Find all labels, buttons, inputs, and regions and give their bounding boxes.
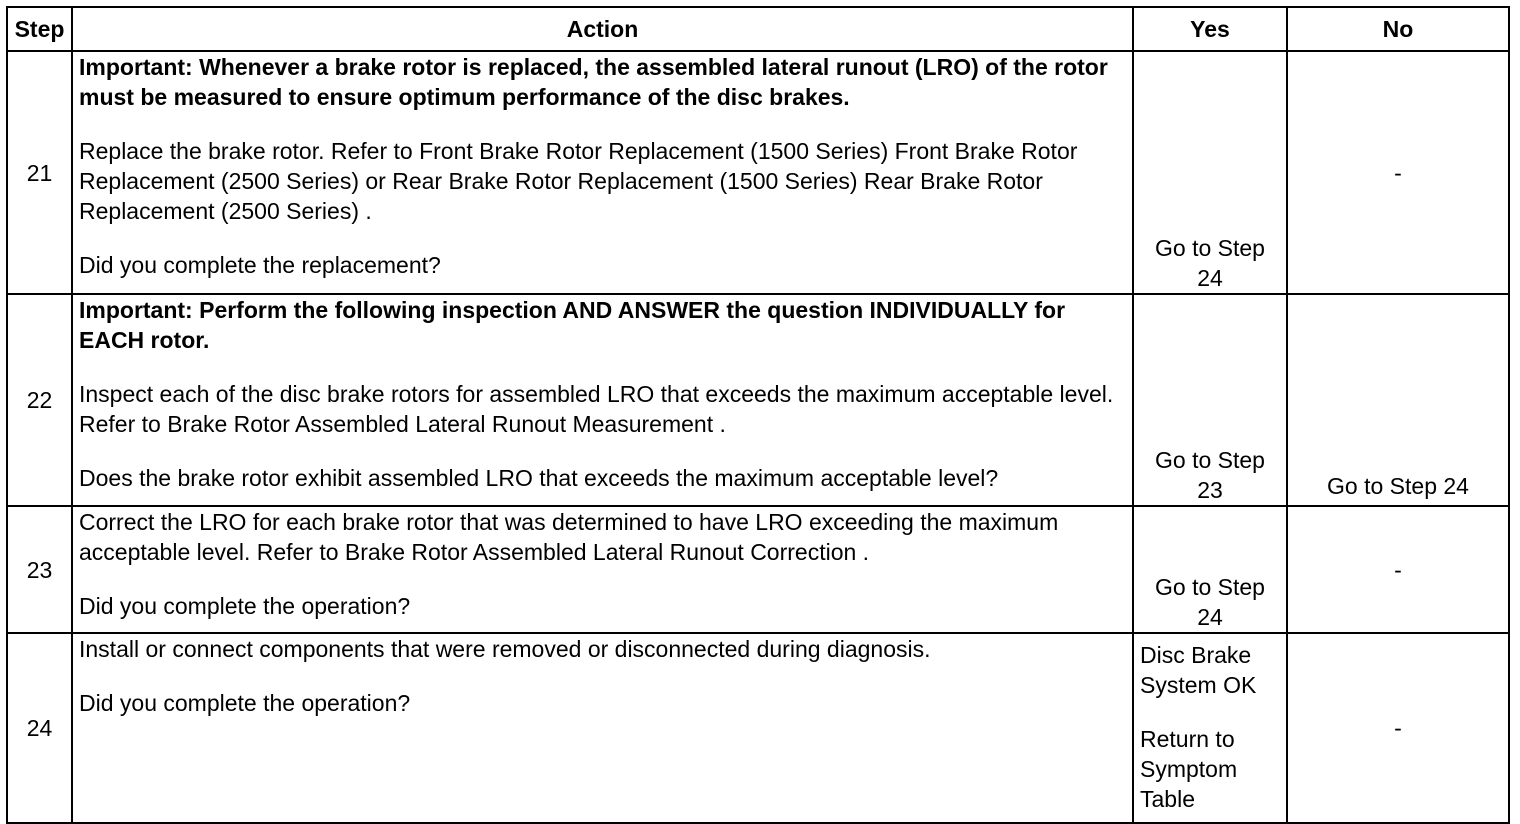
step-number: 23 [7,506,72,633]
important-note: Important: Perform the following inspection AND ANSWER the question INDIVIDUALLY for EACH rotor. [79,297,1066,353]
diagnostic-table [6,6,1510,824]
no-result: Go to Step 24 [1287,294,1509,506]
question-text: Did you complete the operation? [79,593,411,619]
table-row-step-21 [7,51,1509,294]
instruction-text: Correct the LRO for each brake rotor that was determined to have LRO exceeding the maximum acceptable level. Refer to Brake Rotor Assembled Lateral Runout Correction . [79,509,1059,565]
question-text: Did you complete the operation? [79,690,411,716]
action-cell [72,294,1133,506]
instruction-text: Inspect each of the disc brake rotors for assembled LRO that exceeds the maximum acceptable level. Refer to Brake Rotor Assembled Lateral Runout Measurement . [79,381,1114,437]
header-no: No [1287,7,1509,51]
yes-result-line: Disc Brake System OK [1140,642,1257,698]
step-number: 21 [7,51,72,294]
action-cell [72,51,1133,294]
instruction-text: Replace the brake rotor. Refer to Front Brake Rotor Replacement (1500 Series) Front Brake Rotor Replacement (2500 Series) or Rear Brake Rotor Replacement (1500 Series) Rear Brake Rotor Replacement (2500 Series) . [79,138,1078,224]
header-action: Action [72,7,1133,51]
header-row [7,7,1509,51]
yes-result-line: Return to Symptom Table [1140,726,1238,812]
question-text: Did you complete the replacement? [79,252,441,278]
no-result: - [1287,633,1509,823]
table-row-step-22 [7,294,1509,506]
important-note: Important: Whenever a brake rotor is replaced, the assembled lateral runout (LRO) of the rotor must be measured to ensure optimum performance of the disc brakes. [79,54,1108,110]
action-cell [72,506,1133,633]
step-number: 24 [7,633,72,823]
question-text: Does the brake rotor exhibit assembled LRO that exceeds the maximum acceptable level? [79,465,999,491]
yes-result: Go to Step 23 [1133,294,1287,506]
yes-result: Go to Step 24 [1133,506,1287,633]
step-number: 22 [7,294,72,506]
yes-result [1133,633,1287,823]
header-step: Step [7,7,72,51]
header-yes: Yes [1133,7,1287,51]
table-row-step-24 [7,633,1509,823]
instruction-text: Install or connect components that were removed or disconnected during diagnosis. [79,636,931,662]
no-result: - [1287,51,1509,294]
action-cell [72,633,1133,823]
yes-result: Go to Step 24 [1133,51,1287,294]
no-result: - [1287,506,1509,633]
table-row-step-23 [7,506,1509,633]
